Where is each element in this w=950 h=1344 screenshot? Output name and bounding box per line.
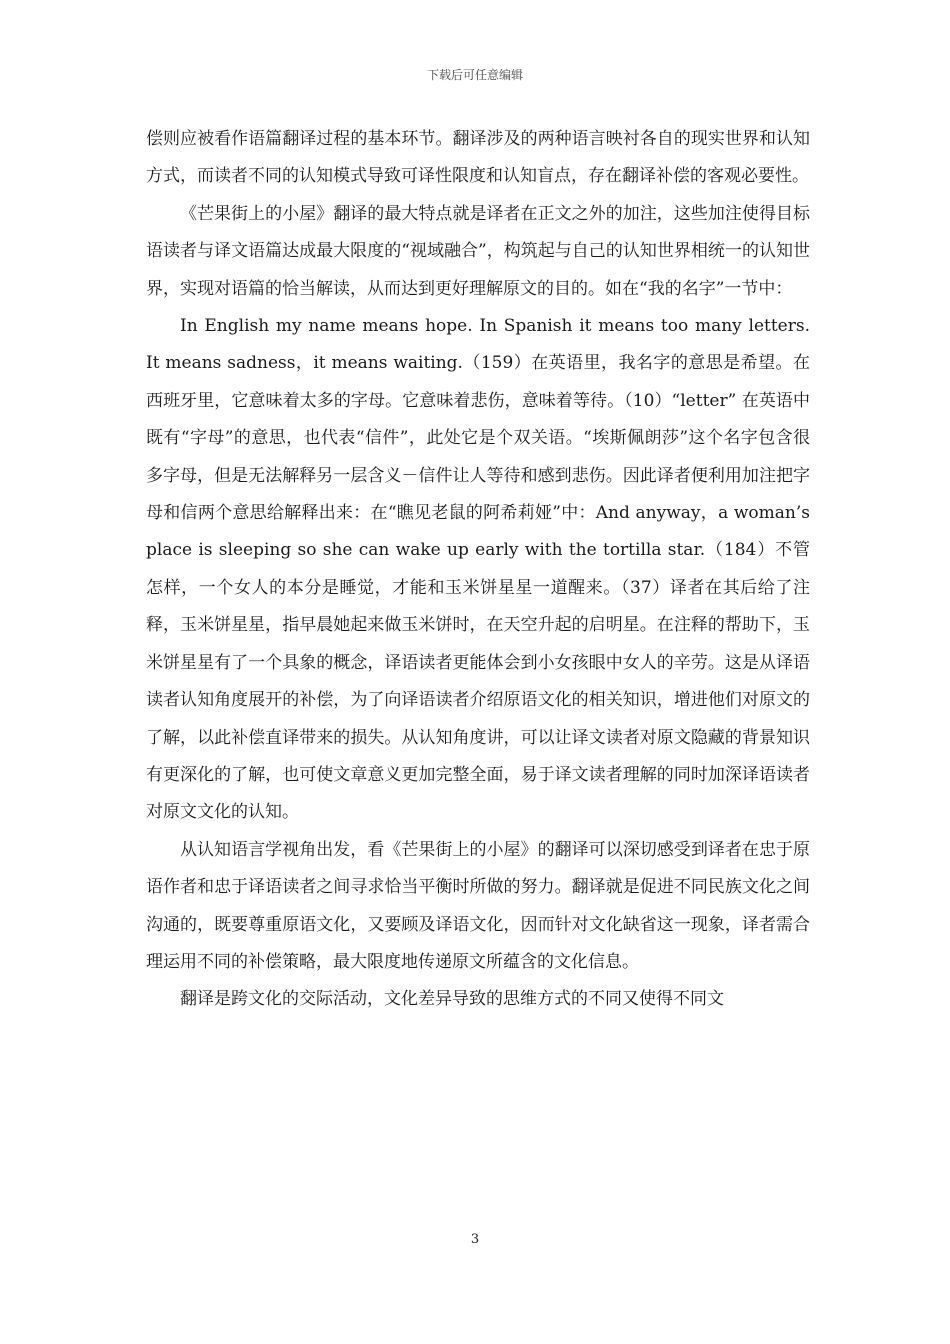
paragraph-continuation: 偿则应被看作语篇翻译过程的基本环节。翻译涉及的两种语言映衬各自的现实世界和认知方式，而读者不同的认知模式导致可译性限度和认知盲点，存在翻译补偿的客观必要性。: [146, 129, 810, 187]
body-text: [146, 121, 810, 1019]
paragraph-conclusion: 从认知语言学视角出发，看《芒果街上的小屋》的翻译可以深切感受到译者在忠于原语作者和忠于译语读者之间寻求恰当平衡时所做的努力。翻译就是促进不同民族文化之间沟通的，既要尊重原语文化，又要顾及译语文化，因而针对文化缺省这一现象，译者需合理运用不同的补偿策略，最大限度地传递原文所蕴含的文化信息。: [146, 839, 810, 972]
paragraph-example: In English my name means hope. In Spanish it means too many letters. It means sadness，it means waiting.（159）在英语里，我名字的意思是希望。在西班牙里，它意味着太多的字母。它意味着悲伤，意味着等待。（10）“letter” 在英语中既有“字母”的意思，也代表“信件”，此处它是个双关语。“埃斯佩朗莎”这个名字包含很多字母，但是无法解释另一层含义－信件让人等待和感到悲伤。因此译者便利用加注把字母和信两个意思给解释出来：在“瞧见老鼠的阿希莉娅”中：And anyway，a woman’s place is sleeping so she can wake up early with the tortilla star.（184）不管怎样，一个女人的本分是睡觉，才能和玉米饼星星一道醒来。（37）译者在其后给了注释，玉米饼星星，指早晨她起来做玉米饼时，在天空升起的启明星。在注释的帮助下，玉米饼星星有了一个具象的概念，译语读者更能体会到小女孩眼中女人的辛劳。这是从译语读者认知角度展开的补偿，为了向译语读者介绍原语文化的相关知识，增进他们对原文的了解，以此补偿直译带来的损失。从认知角度讲，可以让译文读者对原文隐藏的背景知识有更深化的了解，也可使文章意义更加完整全面，易于译文读者理解的同时加深译语读者对原文文化的认知。: [146, 316, 810, 823]
paragraph-translation-intercultural: 翻译是跨文化的交际活动，文化差异导致的思维方式的不同又使得不同文: [180, 989, 724, 1010]
paragraph-annotation-intro: 《芒果街上的小屋》翻译的最大特点就是译者在正文之外的加注，这些加注使得目标语读者与译文语篇达成最大限度的“视域融合”，构筑起与自己的认知世界相统一的认知世界，实现对语篇的恰当解读，从而达到更好理解原文的目的。如在“我的名字”一节中：: [146, 203, 810, 299]
page-header: 下载后可任意编辑: [426, 68, 523, 82]
page-number: 3: [470, 1232, 480, 1247]
